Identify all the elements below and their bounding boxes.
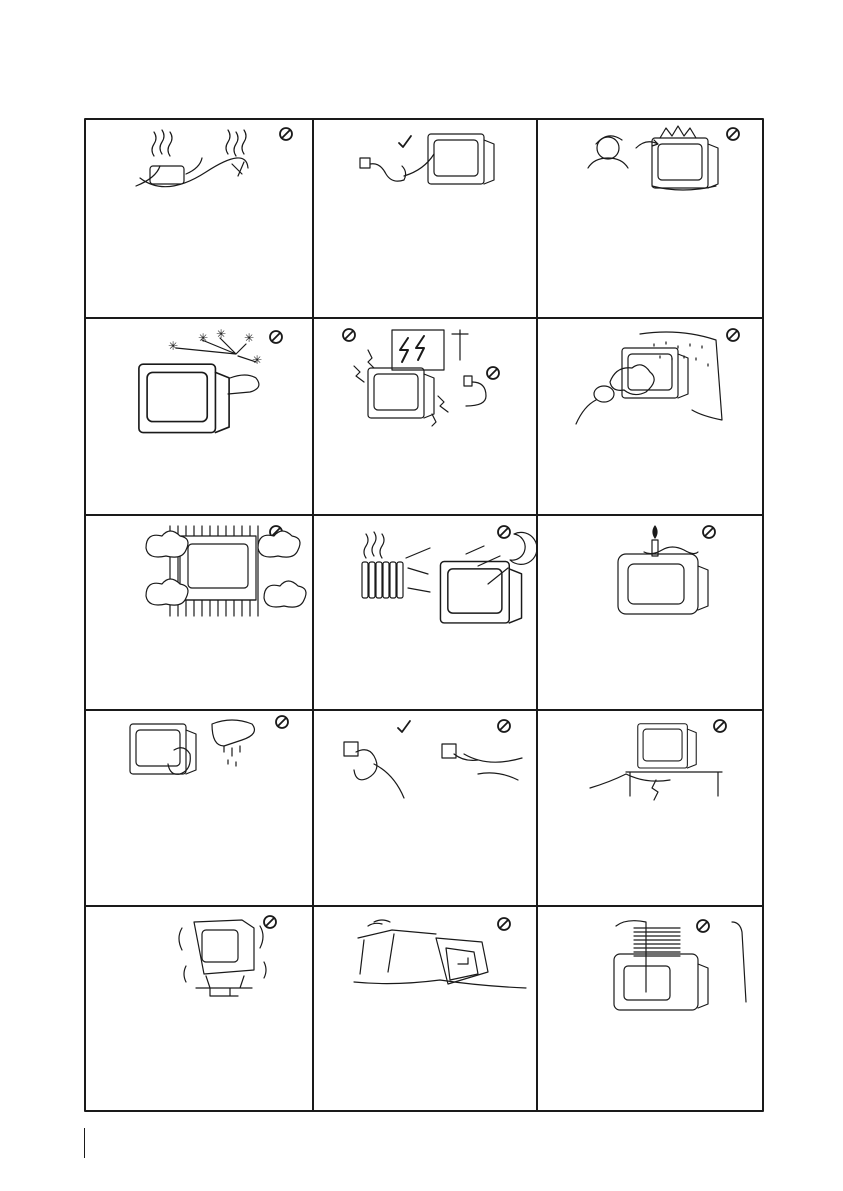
prohibited-icon bbox=[498, 918, 510, 930]
cell-no-unstable-stand bbox=[179, 916, 276, 996]
svg-text:✳: ✳ bbox=[198, 331, 209, 345]
cell-overloaded-outlets bbox=[136, 128, 292, 187]
prohibited-icon bbox=[264, 916, 276, 928]
cell-no-falling bbox=[354, 918, 526, 988]
cell-no-enclosed-space bbox=[146, 526, 306, 616]
prohibited-icon bbox=[498, 526, 510, 538]
check-icon bbox=[399, 136, 411, 147]
prohibited-icon bbox=[727, 128, 739, 140]
cell-no-damaged-cord bbox=[590, 720, 726, 800]
prohibited-icon bbox=[727, 329, 739, 341]
cell-no-heat-sun bbox=[362, 526, 537, 623]
svg-text:✳: ✳ bbox=[168, 339, 179, 353]
prohibited-icon bbox=[703, 526, 715, 538]
check-icon bbox=[398, 721, 410, 732]
prohibited-icon bbox=[714, 720, 726, 732]
prohibited-icon bbox=[276, 716, 288, 728]
prohibited-icon bbox=[697, 920, 709, 932]
illustration-grid bbox=[84, 118, 764, 1112]
margin-rule bbox=[84, 1128, 85, 1158]
cell-no-moisture-steam bbox=[576, 329, 739, 424]
svg-text:✳: ✳ bbox=[252, 353, 263, 367]
cell-call-service bbox=[588, 126, 739, 190]
cell-no-objects-in-vents bbox=[139, 327, 282, 433]
cell-unplug-by-plug bbox=[360, 134, 494, 184]
svg-text:✳: ✳ bbox=[244, 331, 255, 345]
prohibited-icon bbox=[270, 331, 282, 343]
cell-no-wet-cloth bbox=[130, 716, 288, 774]
cell-no-blocked-vents bbox=[614, 920, 746, 1010]
cell-lightning-unplug bbox=[343, 329, 499, 426]
prohibited-icon bbox=[487, 367, 499, 379]
prohibited-icon bbox=[343, 329, 355, 341]
cell-no-candle-on-top bbox=[618, 526, 715, 614]
grid-border bbox=[85, 119, 763, 1111]
prohibited-icon bbox=[498, 720, 510, 732]
cell-pull-plug-not-cord bbox=[344, 720, 522, 798]
svg-text:✳: ✳ bbox=[216, 327, 227, 341]
prohibited-icon bbox=[280, 128, 292, 140]
